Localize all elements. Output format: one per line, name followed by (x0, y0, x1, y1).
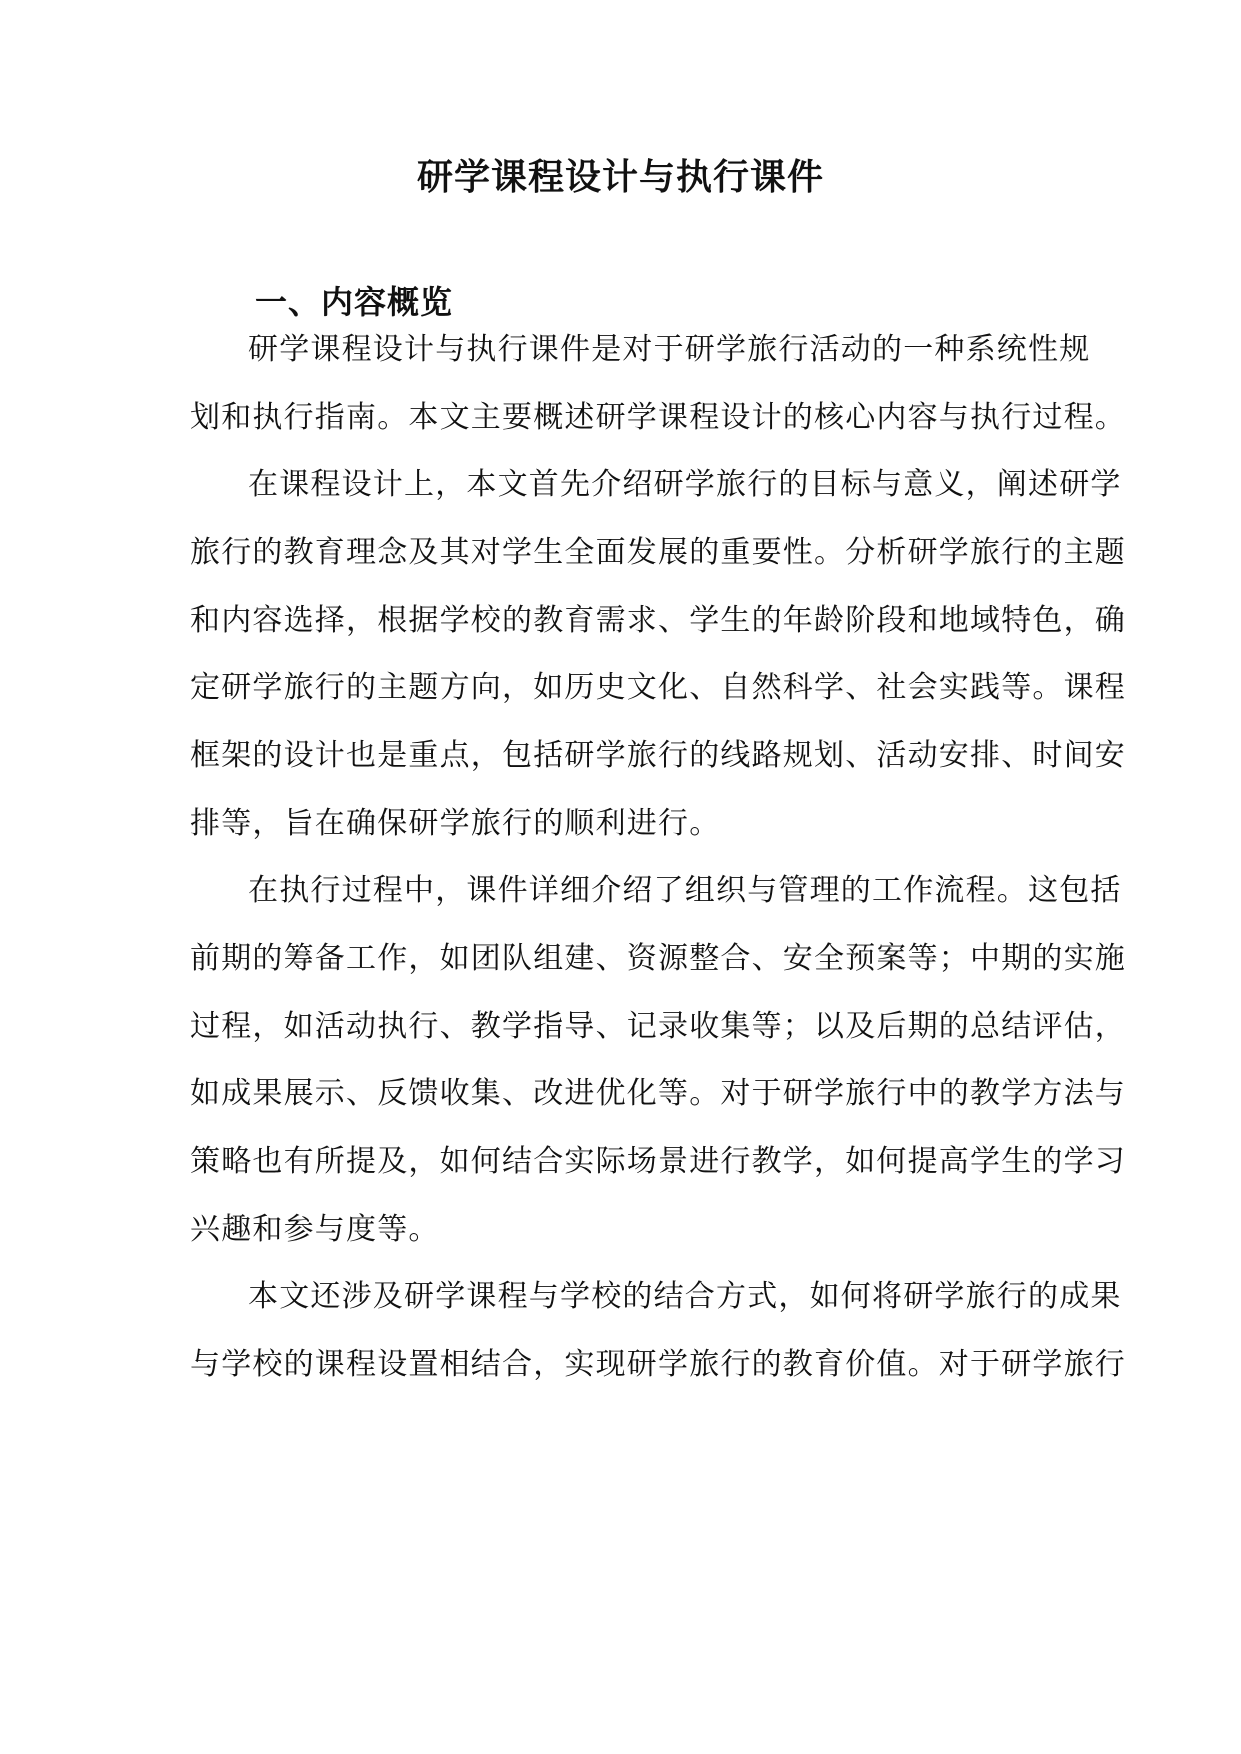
paragraph-line: 如成果展示、反馈收集、改进优化等。对于研学旅行中的教学方法与 (190, 1076, 1126, 1111)
paragraph-line: 过程，如活动执行、教学指导、记录收集等；以及后期的总结评估， (190, 1009, 1126, 1044)
paragraph-line: 在执行过程中，课件详细介绍了组织与管理的工作流程。这包括 (248, 873, 1122, 908)
paragraph-line: 与学校的课程设置相结合，实现研学旅行的教育价值。对于研学旅行 (190, 1347, 1126, 1382)
paragraph-line: 排等，旨在确保研学旅行的顺利进行。 (190, 806, 721, 841)
paragraph-line: 本文还涉及研学课程与学校的结合方式，如何将研学旅行的成果 (248, 1279, 1122, 1314)
paragraph-line: 策略也有所提及，如何结合实际场景进行教学，如何提高学生的学习 (190, 1144, 1126, 1179)
section-heading: 一、内容概览 (255, 283, 454, 321)
paragraph-line: 划和执行指南。本文主要概述研学课程设计的核心内容与执行过程。 (190, 400, 1126, 435)
paragraph-line: 框架的设计也是重点，包括研学旅行的线路规划、活动安排、时间安 (190, 738, 1126, 773)
paragraph-line: 在课程设计上，本文首先介绍研学旅行的目标与意义，阐述研学 (248, 467, 1122, 502)
paragraph-line: 定研学旅行的主题方向，如历史文化、自然科学、社会实践等。课程 (190, 670, 1126, 705)
paragraph-line: 研学课程设计与执行课件是对于研学旅行活动的一种系统性规 (248, 332, 1091, 367)
paragraph-line: 旅行的教育理念及其对学生全面发展的重要性。分析研学旅行的主题 (190, 535, 1126, 570)
paragraph-line: 前期的筹备工作，如团队组建、资源整合、安全预案等；中期的实施 (190, 941, 1126, 976)
document-title: 研学课程设计与执行课件 (416, 156, 824, 198)
paragraph-line: 兴趣和参与度等。 (190, 1212, 440, 1247)
paragraph-line: 和内容选择，根据学校的教育需求、学生的年龄阶段和地域特色，确 (190, 603, 1126, 638)
